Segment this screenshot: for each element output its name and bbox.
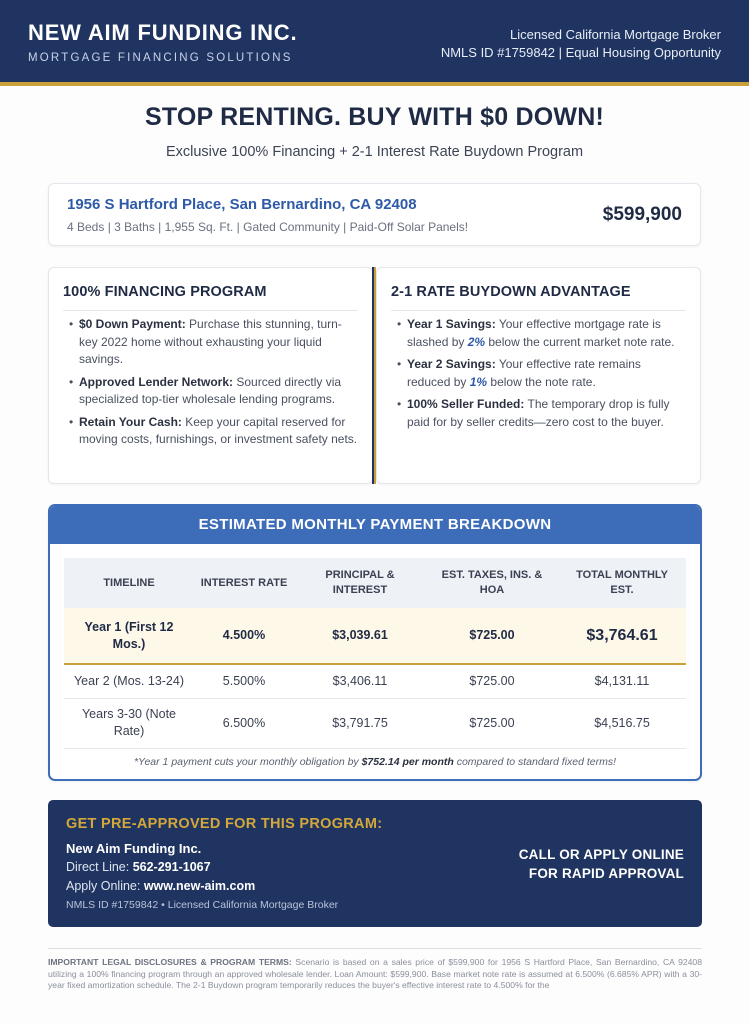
column-header: TOTAL MONTHLY EST. (558, 558, 686, 608)
license-line: Licensed California Mortgage Broker (510, 27, 721, 42)
table-cell: $4,516.75 (558, 698, 686, 748)
list-item: • Approved Lender Network: Sourced directly via specialized top-tier wholesale lending programs. (69, 374, 342, 406)
column-header: TIMELINE (64, 558, 194, 608)
table-cell: $725.00 (426, 664, 558, 698)
list-item: • Year 2 Savings: Your effective rate remains reduced by 1% below the note rate. (397, 357, 641, 389)
table-cell: Year 1 (First 12 Mos.) (64, 608, 194, 664)
list-item: • 100% Seller Funded: The temporary drop is fully paid for by seller credits—zero cost to the buyer. (397, 397, 670, 429)
table-row (64, 664, 686, 698)
legal-disclosures (48, 948, 702, 992)
table-cell: $4,131.11 (558, 664, 686, 698)
license-info (441, 26, 721, 62)
company-name: NEW AIM FUNDING INC. (28, 20, 298, 45)
cta-company-name: New Aim Funding Inc. (66, 841, 202, 856)
table-cell: 5.500% (194, 664, 294, 698)
website-link[interactable]: www.new-aim.com (143, 879, 256, 893)
financing-list (63, 316, 358, 454)
property-address: 1956 S Hartford Place, San Bernardino, CA 92408 (67, 196, 417, 213)
payment-breakdown (48, 504, 702, 781)
header-banner (0, 0, 749, 86)
table-cell-total-highlight: $3,764.61 (558, 608, 686, 664)
column-header: PRINCIPAL & INTEREST (294, 558, 426, 608)
buydown-card (376, 267, 701, 484)
legal-heading: IMPORTANT LEGAL DISCLOSURES & PROGRAM TERMS: (48, 957, 292, 967)
legal-text: Scenario is based on a sales price of $599,900 for 1956 S Hartford Place, San Bernardino, CA 92408 utilizing a 100% financing program through an approved wholesale lender. Loan Amount: $599,900. Base market note rate is assumed at 6.500% (6.685% APR) with a 30-year fixed amortization schedule. The 2-1 Buydown program temporarily reduces the buyer's effective interest rate to 4.500% for the (48, 957, 702, 991)
cta-nmls: NMLS ID #1759842 • Licensed California Mortgage Broker (66, 899, 339, 911)
payment-footnote: *Year 1 payment cuts your monthly obligation by $752.14 per month compared to standard fixed terms! (133, 756, 617, 768)
table-cell: 4.500% (194, 608, 294, 664)
table-cell: 6.500% (194, 698, 294, 748)
company-tagline: MORTGAGE FINANCING SOLUTIONS (28, 52, 293, 64)
list-item: • Retain Your Cash: Keep your capital reserved for moving costs, furnishings, or investment safety nets. (69, 414, 358, 446)
table-row (64, 608, 686, 664)
buydown-title: 2-1 RATE BUYDOWN ADVANTAGE (391, 284, 686, 311)
buydown-list (391, 316, 686, 436)
pre-approval-cta (48, 800, 702, 927)
cta-phone-line: Direct Line: 562-291-1067 (66, 860, 211, 874)
property-details: 4 Beds | 3 Baths | 1,955 Sq. Ft. | Gated Community | Paid-Off Solar Panels! (67, 220, 469, 234)
headline: STOP RENTING. BUY WITH $0 DOWN! (144, 103, 605, 131)
subheadline: Exclusive 100% Financing + 2-1 Interest Rate Buydown Program (165, 144, 584, 160)
financing-program-card (48, 267, 373, 484)
list-item: • Year 1 Savings: Your effective mortgage rate is slashed by 2% below the current market note rate. (397, 317, 675, 349)
payment-title: ESTIMATED MONTHLY PAYMENT BREAKDOWN (50, 506, 700, 544)
nmls-line: NMLS ID #1759842 | Equal Housing Opportunity (440, 45, 721, 60)
cta-website-line: Apply Online: www.new-aim.com (66, 879, 256, 893)
cta-title: GET PRE-APPROVED FOR THIS PROGRAM: (66, 816, 383, 832)
table-cell: $725.00 (426, 608, 558, 664)
table-cell: $3,039.61 (294, 608, 426, 664)
column-header: EST. TAXES, INS. & HOA (426, 558, 558, 608)
cta-call-to-action: CALL OR APPLY ONLINE FOR RAPID APPROVAL (518, 847, 684, 881)
payment-table (64, 558, 686, 749)
list-item: • $0 Down Payment: Purchase this stunning, turn-key 2022 home without exhausting your liquid savings. (69, 317, 342, 366)
table-cell: Years 3-30 (Note Rate) (64, 698, 194, 748)
property-price: $599,900 (602, 204, 682, 225)
phone-link[interactable]: 562-291-1067 (132, 860, 211, 874)
table-cell: $3,406.11 (294, 664, 426, 698)
table-cell: $725.00 (426, 698, 558, 748)
table-cell: $3,791.75 (294, 698, 426, 748)
property-card (48, 183, 701, 246)
table-row (64, 698, 686, 748)
table-cell: Year 2 (Mos. 13-24) (64, 664, 194, 698)
financing-title: 100% FINANCING PROGRAM (63, 284, 358, 311)
table-header-row (64, 558, 686, 608)
column-header: INTEREST RATE (194, 558, 294, 608)
